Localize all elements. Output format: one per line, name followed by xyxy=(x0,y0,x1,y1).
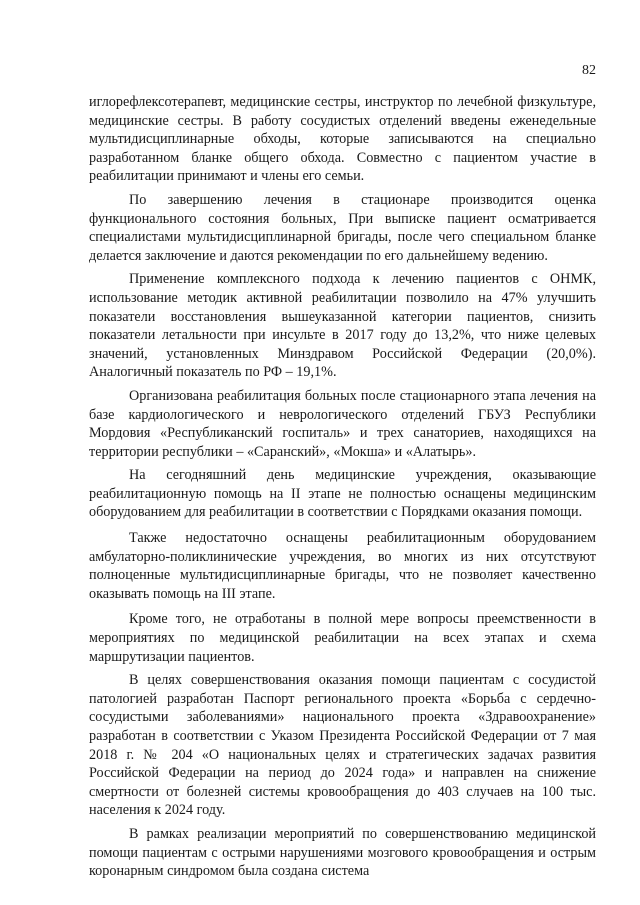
paragraph-3: Применение комплексного подхода к лечению пациентов с ОНМК, использование методик активной реабилитации позволило на 47% улучшить показатели восстановления вышеуказанной категории пациентов, снизить показатели летальности при инсульте в 2017 году до 13,2%, что ниже целевых значений, установленных Минздравом Российской Федерации (20,0%). Аналогичный показатель по РФ – 19,1%. xyxy=(89,271,596,381)
paragraph-2: По завершению лечения в стационаре производится оценка функционального состояния больных, При выписке пациент осматривается специалистами мультидисциплинарной бригады, после чего специальном бланке делается заключение и даются рекомендации по его дальнейшему ведению. xyxy=(89,191,596,264)
paragraph-9: В рамках реализации мероприятий по совершенствованию медицинской помощи пациентам с острыми нарушениями мозгового кровообращения и острым коронарным синдромом была создана система xyxy=(89,825,596,880)
paragraph-4: Организована реабилитация больных после стационарного этапа лечения на базе кардиологического и неврологического отделений ГБУЗ Республики Мордовия «Республиканский госпиталь» и трех санаториев, находящихся на территории республики – «Саранский», «Мокша» и «Алатырь». xyxy=(89,387,596,460)
paragraph-7: Кроме того, не отработаны в полной мере вопросы преемственности в мероприятиях по медицинской реабилитации на всех этапах и схема маршрутизации пациентов. xyxy=(89,611,596,665)
paragraph-8: В целях совершенствования оказания помощи пациентам с сосудистой патологией разработан Паспорт регионального проекта «Борьба с сердечно-сосудистыми заболеваниями» национального проекта «Здравоохранение» разработан в соответствии с Указом Президента Российской Федерации от 7 мая 2018 г. № 204 «О национальных целях и стратегических задачах развития Российской Федерации на период до 2024 года» и направлен на снижение смертности от болезней системы кровообращения до 403 случаев на 100 тыс. населения к 2024 году. xyxy=(89,672,596,819)
document-body xyxy=(89,93,596,886)
paragraph-5: На сегодняшний день медицинские учреждения, оказывающие реабилитационную помощь на II этапе не полностью оснащены медицинским оборудованием для реабилитации в соответствии с Порядками оказания помощи. xyxy=(89,467,596,521)
page-number: 82 xyxy=(582,63,596,78)
paragraph-6: Также недостаточно оснащены реабилитационным оборудованием амбулаторно-поликлинические учреждения, во многих из них отсутствуют полноценные мультидисциплинарные бригады, что не позволяет качественно оказывать помощь на III этапе. xyxy=(89,530,596,602)
paragraph-1: иглорефлексотерапевт, медицинские сестры, инструктор по лечебной физкультуре, медицинские сестры. В работу сосудистых отделений введены еженедельные мультидисциплинарные обходы, которые записываются на специально разработанном бланке общего обхода. Совместно с пациентом участие в реабилитации принимают и члены его семьи. xyxy=(89,94,596,185)
